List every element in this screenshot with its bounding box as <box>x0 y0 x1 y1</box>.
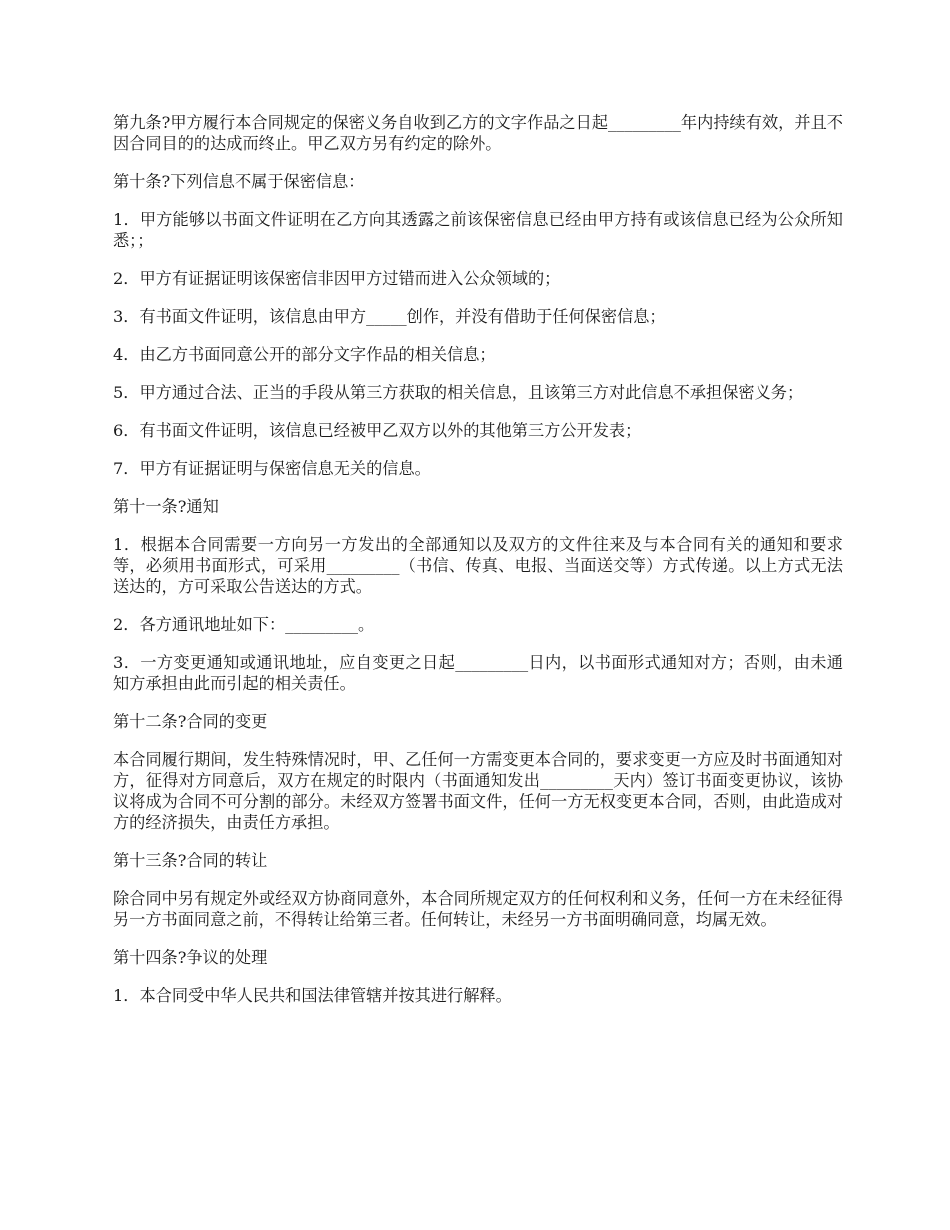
article-10-heading: 第十条?下列信息不属于保密信息： <box>113 172 365 191</box>
article-14-item-1: 1．本合同受中华人民共和国法律管辖并按其进行解释。 <box>113 986 512 1005</box>
article-10-item-2: 2．甲方有证据证明该保密信非因甲方过错而进入公众领域的； <box>113 269 561 288</box>
article-11-heading: 第十一条?通知 <box>113 497 219 516</box>
document-page <box>113 112 843 1023</box>
article-11-item-1: 1．根据本合同需要一方向另一方发出的全部通知以及双方的文件往来及与本合同有关的通知和要求等，必须用书面形式，可采用_________（书信、传真、电报、当面送交等）方式传递。以上方式无法送达的，方可采取公告送达的方式。 <box>113 535 843 596</box>
article-11-item-3: 3．一方变更通知或通讯地址，应自变更之日起_________日内，以书面形式通知对方；否则，由未通知方承担由此而引起的相关责任。 <box>113 653 843 693</box>
article-9-paragraph: 第九条?甲方履行本合同规定的保密义务自收到乙方的文字作品之日起_________年内持续有效，并且不因合同目的的达成而终止。甲乙双方另有约定的除外。 <box>113 113 843 153</box>
article-12-body: 本合同履行期间，发生特殊情况时，甲、乙任何一方需变更本合同的，要求变更一方应及时书面通知对方，征得对方同意后，双方在规定的时限内（书面通知发出_________天内）签订书面变更协议，该协议将成为合同不可分割的部分。未经双方签署书面文件，任何一方无权变更本合同，否则，由此造成对方的经济损失，由责任方承担。 <box>113 750 843 832</box>
article-10-item-5: 5．甲方通过合法、正当的手段从第三方获取的相关信息，且该第三方对此信息不承担保密义务； <box>113 383 804 402</box>
article-10-item-4: 4．由乙方书面同意公开的部分文字作品的相关信息； <box>113 345 496 364</box>
article-13-heading: 第十三条?合同的转让 <box>113 851 268 870</box>
article-11-item-2: 2．各方通讯地址如下：_________。 <box>113 615 375 634</box>
article-10-item-7: 7．甲方有证据证明与保密信息无关的信息。 <box>113 459 431 478</box>
article-12-heading: 第十二条?合同的变更 <box>113 712 268 731</box>
article-14-heading: 第十四条?争议的处理 <box>113 948 268 967</box>
article-10-item-3: 3．有书面文件证明，该信息由甲方_____创作，并没有借助于任何保密信息； <box>113 307 666 326</box>
article-10-item-1: 1．甲方能够以书面文件证明在乙方向其透露之前该保密信息已经由甲方持有或该信息已经为公众所知悉；； <box>113 210 843 250</box>
article-10-item-6: 6．有书面文件证明，该信息已经被甲乙双方以外的其他第三方公开发表； <box>113 421 642 440</box>
article-13-body: 除合同中另有规定外或经双方协商同意外，本合同所规定双方的任何权利和义务，任何一方在未经征得另一方书面同意之前，不得转让给第三者。任何转让，未经另一方书面明确同意，均属无效。 <box>113 889 843 929</box>
